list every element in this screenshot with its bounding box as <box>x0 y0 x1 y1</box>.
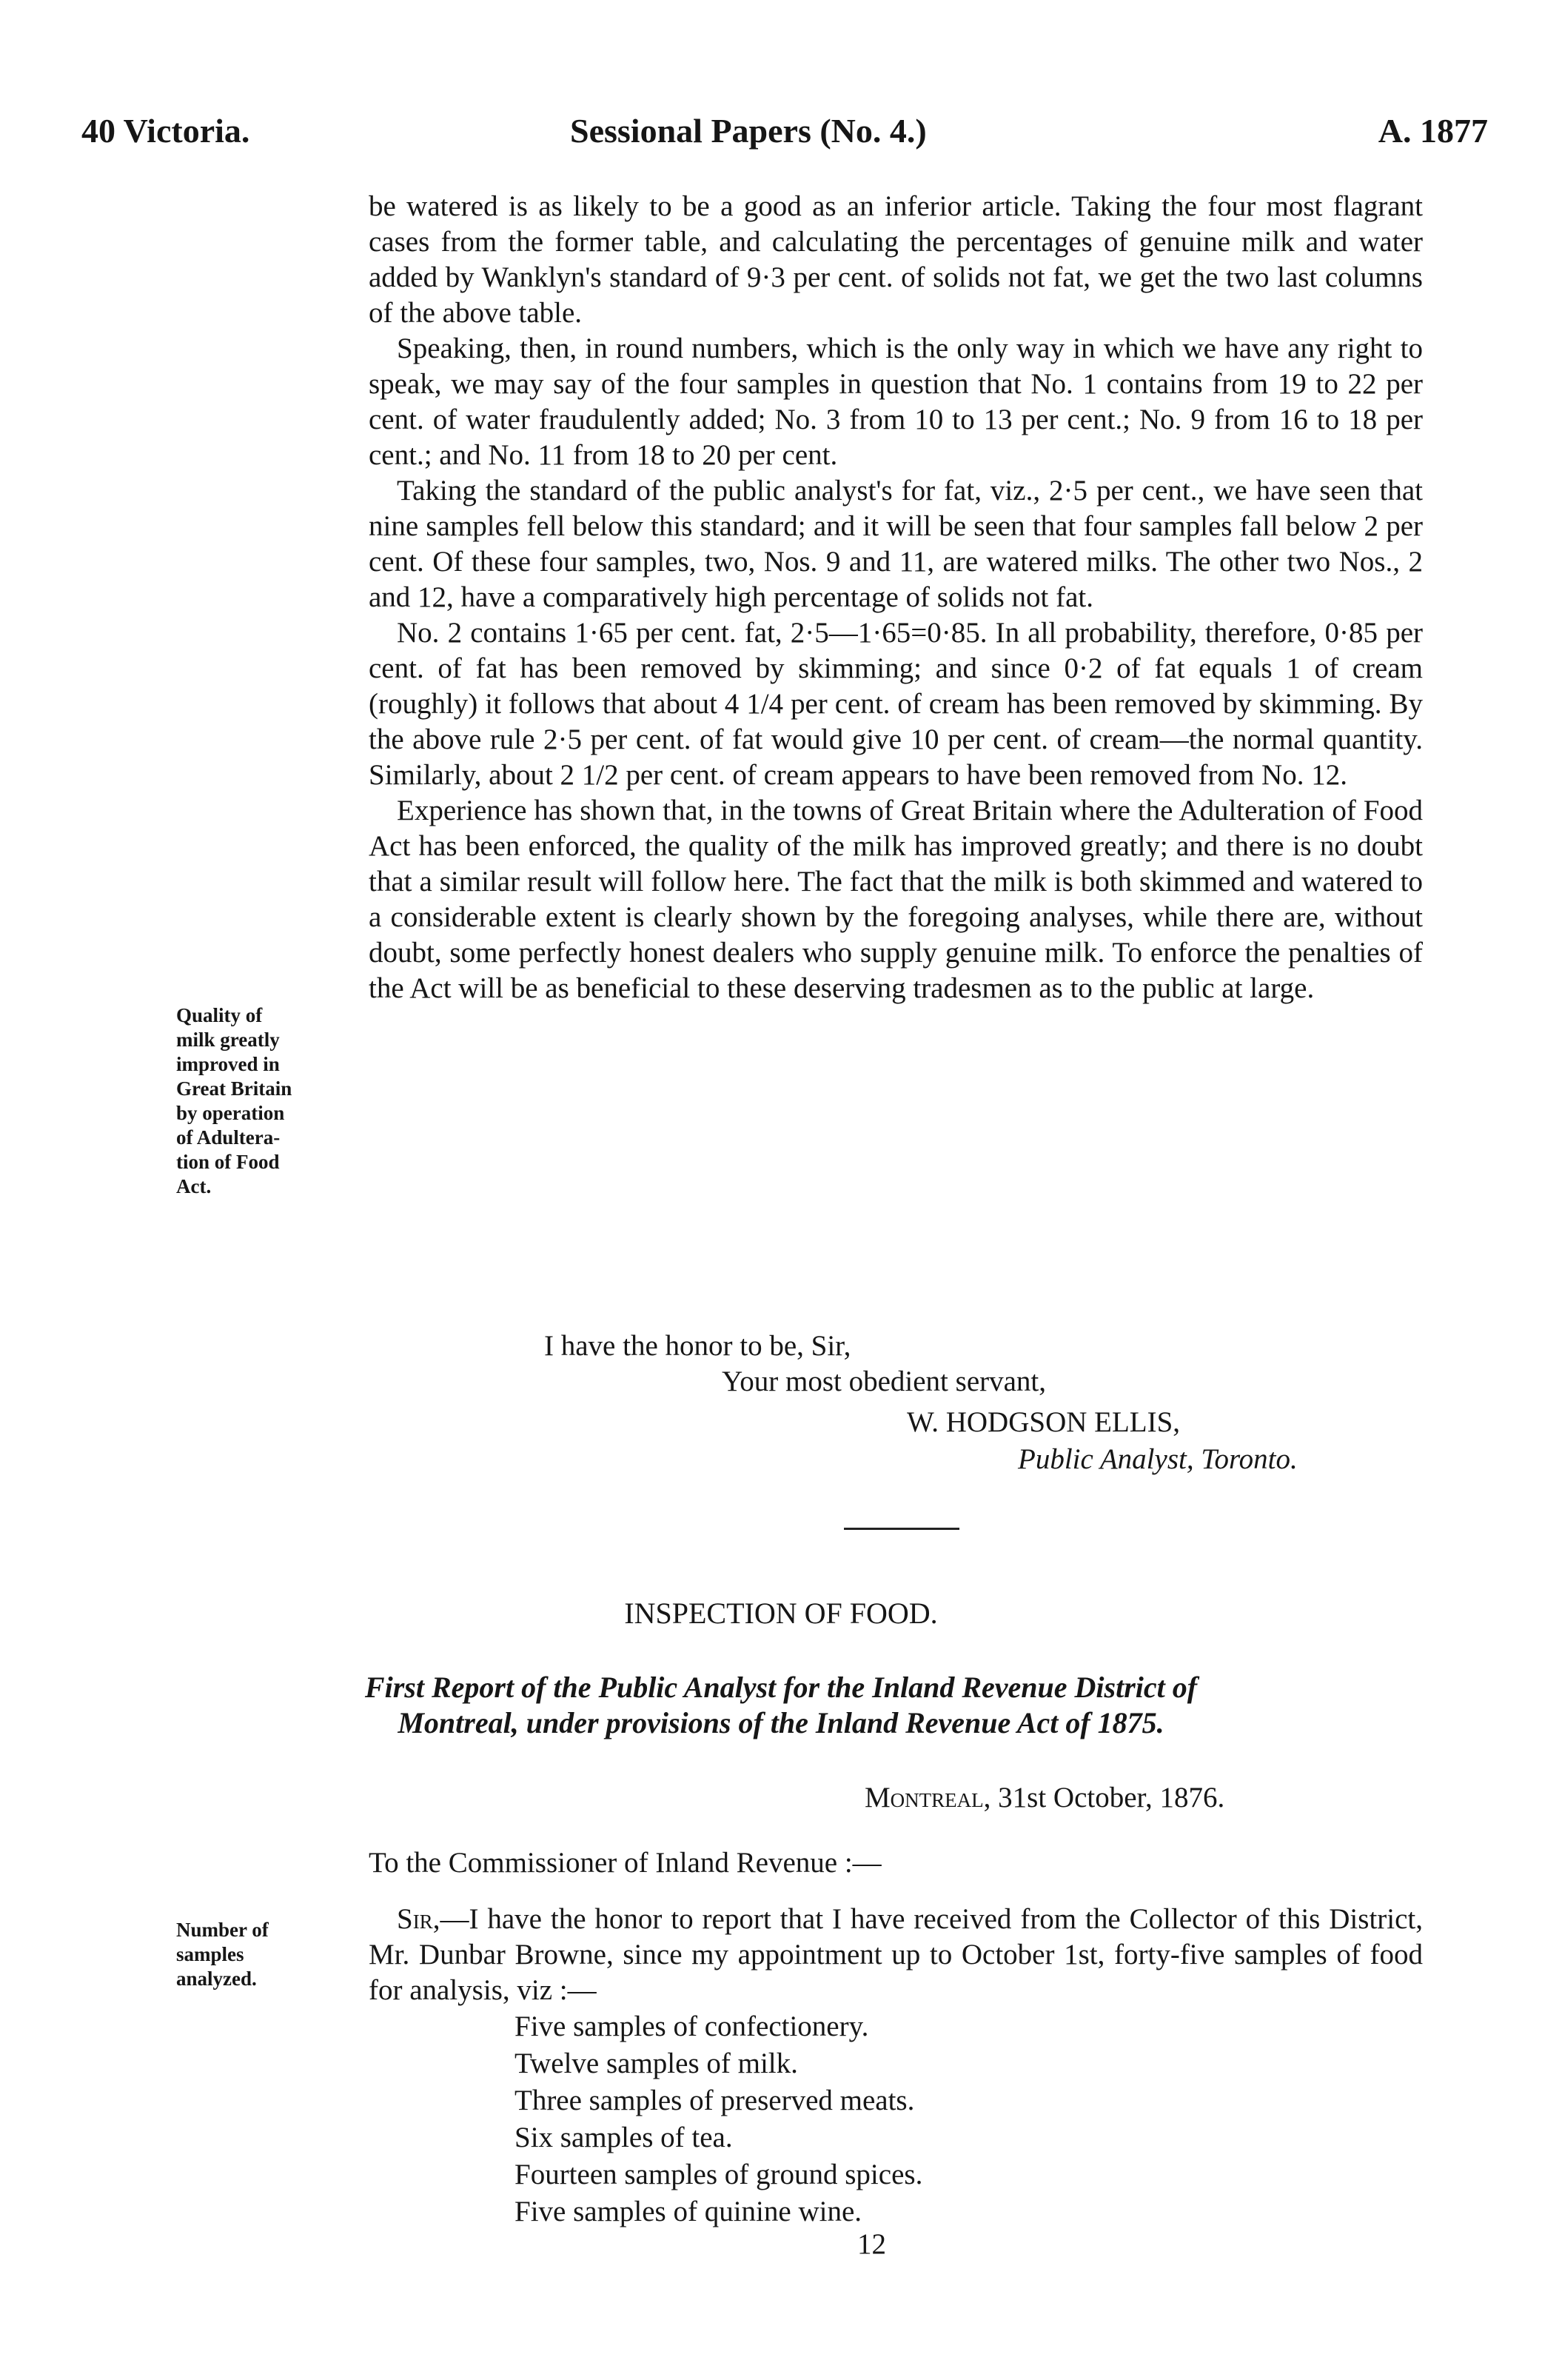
paragraph-3: Taking the standard of the public analyst's for fat, viz., 2·5 per cent., we have seen that nine samples fell below this standard; and it will be seen that four samples fall below 2 per cent. Of these four samples, two, Nos. 9 and 11, are watered milks. The other two Nos., 2 and 12, have a comparatively high percentage of solids not fat. <box>369 475 1423 613</box>
report-subtitle-line-2: Montreal, under provisions of the Inland Revenue Act of 1875. <box>398 1706 1164 1739</box>
running-header <box>81 111 1488 156</box>
list-item: Six samples of tea. <box>514 2122 733 2153</box>
closing-line-1: I have the honor to be, Sir, <box>544 1330 851 1362</box>
margin-line: tion of Food <box>176 1151 280 1173</box>
margin-line: Act. <box>176 1175 212 1197</box>
margin-line: Quality of <box>176 1004 263 1026</box>
margin-line: Great Britain <box>176 1077 292 1100</box>
section-heading: INSPECTION OF FOOD. <box>624 1597 938 1630</box>
letter-body <box>369 1902 1423 2008</box>
list-item: Three samples of preserved meats. <box>514 2085 915 2116</box>
header-session: 40 Victoria. <box>81 112 250 150</box>
margin-note-milk-quality <box>176 1003 361 1199</box>
list-item: Five samples of confectionery. <box>514 2010 869 2042</box>
report-subtitle-line-1: First Report of the Public Analyst for the Inland Revenue District of <box>364 1671 1198 1704</box>
paragraph-4: No. 2 contains 1·65 per cent. fat, 2·5—1·65=0·85. In all probability, therefore, 0·85 per cent. of fat has been removed by skimming; and since 0·2 of fat equals 1 of cream (roughly) it follows that about 4 1/4 per cent. of cream has been removed by skimming. By the above rule 2·5 per cent. of fat would give 10 per cent. of cream—the normal quantity. Similarly, about 2 1/2 per cent. of cream appears to have been removed from No. 12. <box>369 617 1423 791</box>
dateline <box>865 1781 1224 1814</box>
salutation: Sir <box>397 1903 433 1935</box>
body-text <box>369 189 1423 1006</box>
margin-line: of Adultera- <box>176 1126 281 1149</box>
list-item: Twelve samples of milk. <box>514 2048 798 2079</box>
list-item: Five samples of quinine wine. <box>514 2196 862 2227</box>
margin-line: improved in <box>176 1053 280 1075</box>
header-year: A. 1877 <box>1378 112 1488 150</box>
section-divider <box>844 1528 959 1530</box>
header-papers: Sessional Papers (No. 4.) <box>570 112 927 150</box>
margin-note-samples <box>176 1918 361 1991</box>
letter-text: ,—I have the honor to report that I have received from the Collector of this District, Mr. Dunbar Browne, since my appointment up to October 1st, forty-five samples of food for analysis, viz :— <box>369 1903 1423 2006</box>
dateline-place: Montreal <box>865 1782 984 1814</box>
signature-name: W. HODGSON ELLIS, <box>907 1406 1181 1438</box>
margin-line: milk greatly <box>176 1029 280 1051</box>
dateline-date: , 31st October, 1876. <box>983 1782 1225 1814</box>
signature-title: Public Analyst, Toronto. <box>1018 1443 1298 1475</box>
paragraph-2: Speaking, then, in round numbers, which is the only way in which we have any right to speak, we may say of the four samples in question that No. 1 contains from 19 to 22 per cent. of water fraudulently added; No. 3 from 10 to 13 per cent.; No. 9 from 16 to 18 per cent.; and No. 11 from 18 to 20 per cent. <box>369 332 1423 471</box>
paragraph-5: Experience has shown that, in the towns of Great Britain where the Adulteration of Food Act has been enforced, the quality of the milk has improved greatly; and there is no doubt that a similar result will follow here. The fact that the milk is both skimmed and watered to a considerable extent is clearly shown by the foregoing analyses, while there are, without doubt, some perfectly honest dealers who supply genuine milk. To enforce the penalties of the Act will be as beneficial to these deserving tradesmen as to the public at large. <box>369 795 1423 1004</box>
page-number: 12 <box>857 2228 886 2260</box>
paragraph-1: be watered is as likely to be a good as an inferior article. Taking the four most flagrant cases from the former table, and calculating the percentages of genuine milk and water added by Wanklyn's standard of 9·3 per cent. of solids not fat, we get the two last columns of the above table. <box>369 190 1423 329</box>
list-item: Fourteen samples of ground spices. <box>514 2159 923 2190</box>
addressee: To the Commissioner of Inland Revenue :— <box>369 1847 882 1879</box>
margin-line: Number of <box>176 1919 269 1941</box>
margin-line: by operation <box>176 1102 285 1124</box>
margin-line: samples <box>176 1943 244 1965</box>
closing-line-2: Your most obedient servant, <box>722 1366 1047 1397</box>
samples-list <box>514 2008 922 2230</box>
margin-line: analyzed. <box>176 1968 257 1990</box>
